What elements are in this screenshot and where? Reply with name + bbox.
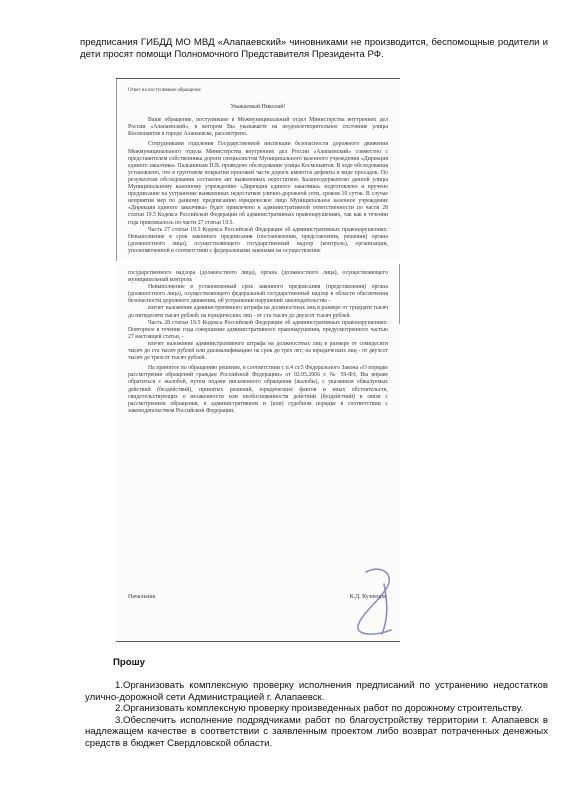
request-item: 3.Обеспечить исполнение подрядчиками работ по благоустройству территории г. Алапаевск в надлежащем качестве в соответствии с заявленным проектом либо возврат потраченных денежных средств в бюджет Свердловской области.: [85, 714, 548, 749]
scanned-letter-page-2: [116, 264, 400, 642]
letter-paragraph: Ваше обращение, поступившее в Межмуниципальный отдел Министерства внутренних дел России «Алапаевский», в котором Вы указываете на неудовлетворительное состояние улицы Космонавтов в городе Алапаевске, рассмотрено.: [128, 117, 388, 138]
request-title: Прошу: [113, 657, 145, 668]
letter-paragraph: Часть 28 статьи 19.5 Кодекса Российской Федерации об административных правонарушениях: Повторное в течение года совершение административного правонарушения, предусмотренного частью 27 настоящей статьи, -: [128, 319, 388, 340]
intro-paragraph: предписания ГИБДД МО МВД «Алапаевский» чиновниками не производится, беспомощные родители и дети просят помощи Полномочного Представителя Президента РФ.: [80, 37, 548, 60]
letter-paragraph: Невыполнение в установленный срок законного предписания (представления) органа (должностного лица), осуществляющего федеральный государственный надзор в области обеспечения безопасности дорожного движения, об устранении нарушений законодательства -: [128, 284, 388, 305]
request-item: 1.Организовать комплексную проверку исполнения предписаний по устранению недостатков улично-дорожной сети Администрацией г. Алапаевск.: [85, 680, 548, 703]
handwritten-signature: [336, 564, 416, 644]
signature-name: К.Д. Кузнецов: [349, 594, 386, 600]
letter-paragraph: На принятое по обращению решение, в соответствии с п.4 ст.5 Федерального Закона «О порядке рассмотрения обращений граждан Российской Федерации» от 02.05.2006 г. № 59-ФЗ, Вы вправе обратиться с жалобой, путем подачи письменного обращения (жалобы), с указанием обжалуемых действий (бездействий), принятых решений, юридических фактов и иных обстоятельств, свидетельствующих о незаконности или необоснованности действий (бездействий) в связи с рассмотрением обращения, в административном и (или) судебном порядке в соответствии с законодательством Российской Федерации.: [128, 365, 388, 414]
letter-paragraph: Часть 27 статьи 19.5 Кодекса Российской Федерации об административных правонарушениях: Невыполнение в срок законного предписания (постановления, представления, решения) органа (должностного лица), осуществляющего государственный надзор (контроль), организации, уполномоченной в соответствии с федеральными законами на осуществление: [128, 226, 388, 254]
letter-salutation: Уважаемый Николай!: [230, 104, 286, 111]
signature-title: Начальник: [128, 594, 156, 600]
request-item: 2.Организовать комплексную проверку произведенных работ по дорожному строительству.: [115, 703, 524, 715]
request-list: [85, 680, 548, 750]
letter-paragraph: влечет наложение административного штрафа на должностных лиц в размере от семидесяти тысяч до ста тысяч рублей или дисквалификацию на срок до трех лет; на юридических лиц - от двухсот тысяч до трехсот тысяч рублей.: [128, 340, 388, 362]
letter-paragraph: влечет наложение административного штрафа на должностных лиц в размере от тридцати тысяч до пятидесяти тысяч рублей; на юридических лиц - от ста тысяч до двухсот тысяч рублей.: [128, 305, 388, 319]
letter-header: Ответ на поступившее обращение: [128, 88, 201, 93]
letter-paragraph: государственного надзора (должностного лица), органа (должностного лица), осуществляющего муниципальный контроль: [128, 270, 388, 284]
letter-paragraph: Сотрудниками отделения Государственной инспекции безопасности дорожного движения Межмуниципального отдела Министерства внутренних дел России «Алапаевский» совместно с представителем собственника дороги специалистом Муниципального казенного учреждения «Дирекция единого заказчика» Пальшиным П.В. проведено обследование улицы Космонавтов. В ходе обследования установлено, что в грунтовом покрытии проезжей части дороги имеются дефекты в виде просадок. По результатам обследования составлен акт выявленных недостатков. Балансодержателю данной улицы Муниципальному казенному учреждению «Дирекция единого заказчика» подготовлено и вручено предписание на устранение выявленных недостатков улично-дорожной сети, сроком 10 суток. В случае неприятия мер по данному предписанию юридическое лицо Муниципальное казенное учреждение «Дирекция единого заказчика» будет привлечено к административной ответственности по части 28 статьи 19.5 Кодекса Российской Федерации об административных правонарушениях, так как в течении года привлекалось по части 27 статьи 19.5.: [128, 141, 388, 226]
scanned-letter-page-1: [116, 78, 400, 261]
